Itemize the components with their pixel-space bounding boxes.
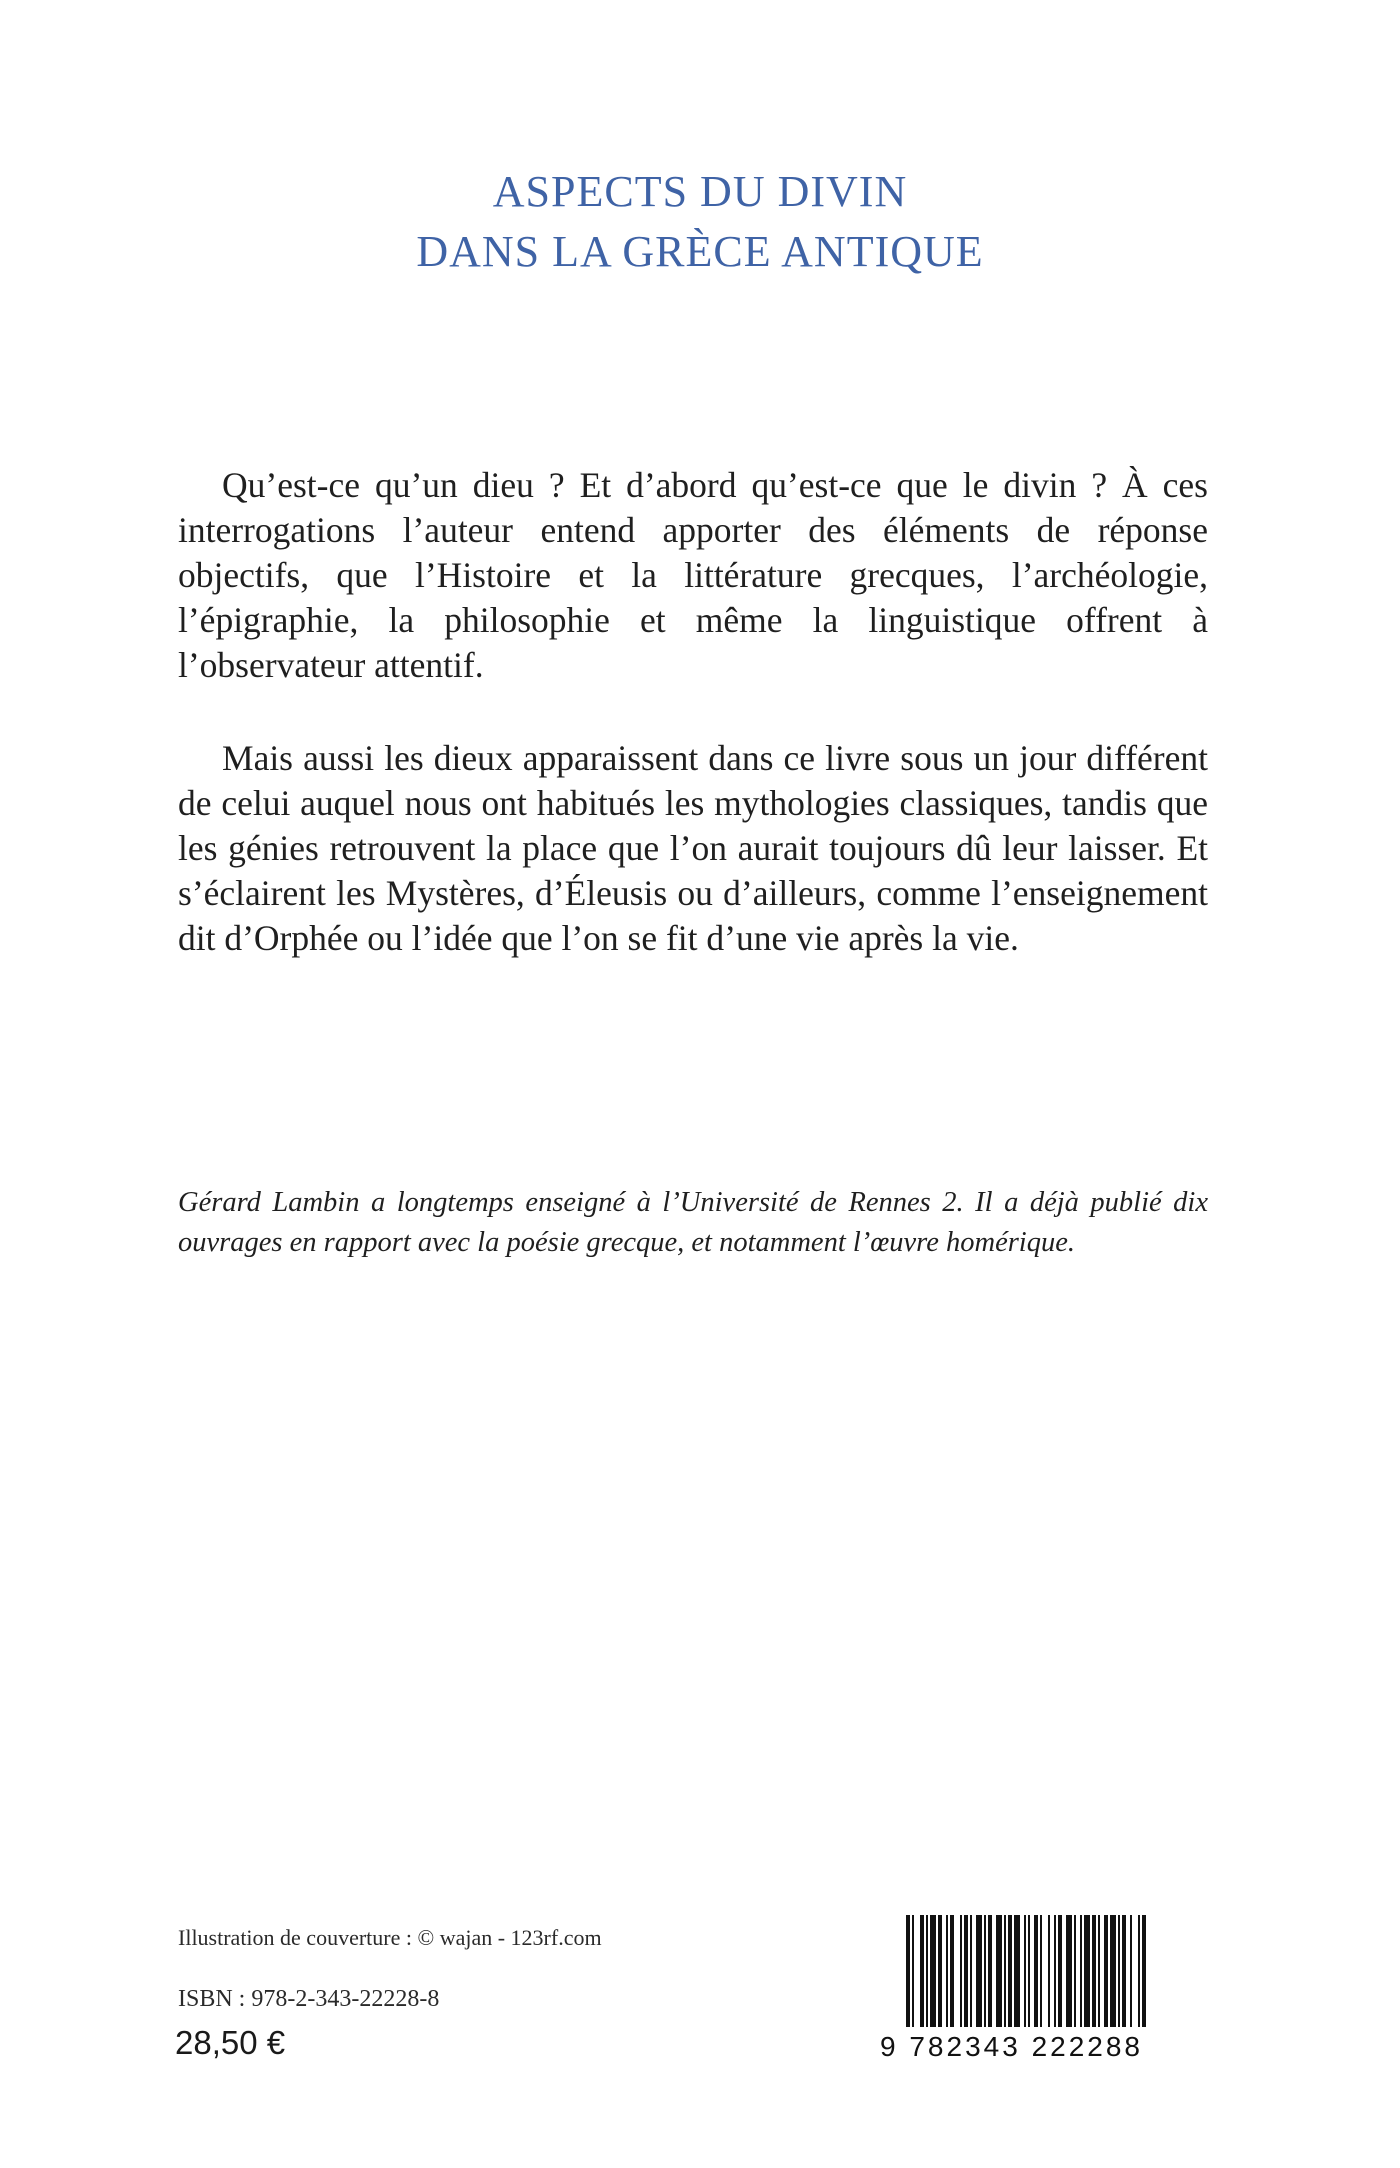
barcode-bar bbox=[976, 1915, 982, 2027]
barcode-bar bbox=[950, 1915, 954, 2027]
blurb-paragraph-1 bbox=[178, 463, 1208, 688]
barcode-bar bbox=[1142, 1915, 1146, 2027]
price: 28,50 € bbox=[175, 2024, 286, 2061]
barcode-bar bbox=[926, 1915, 928, 2027]
barcode-bar bbox=[1110, 1915, 1116, 2027]
barcode-bar bbox=[1066, 1915, 1072, 2027]
barcode-bar bbox=[1104, 1915, 1108, 2027]
barcode-bar bbox=[912, 1915, 914, 2027]
illustration-credit: Illustration de couverture : © wajan - 123rf.com bbox=[178, 1925, 602, 1950]
barcode-bar bbox=[1122, 1915, 1126, 2027]
barcode-bar bbox=[1014, 1915, 1020, 2027]
barcode-bar bbox=[930, 1915, 936, 2027]
barcode-bar bbox=[1028, 1915, 1030, 2027]
barcode-bars bbox=[880, 1915, 1208, 2033]
barcode-bar bbox=[1130, 1915, 1132, 2027]
barcode-bar bbox=[938, 1915, 942, 2027]
blurb-paragraph-2 bbox=[178, 736, 1208, 961]
barcode-bar bbox=[1098, 1915, 1100, 2027]
barcode-bar bbox=[1040, 1915, 1042, 2027]
barcode-bar bbox=[1058, 1915, 1062, 2027]
barcode-bar bbox=[1074, 1915, 1076, 2027]
barcode-bar bbox=[970, 1915, 972, 2027]
barcode-digits: 9 782343 222288 bbox=[880, 2031, 1143, 2062]
barcode-bar bbox=[1138, 1915, 1140, 2027]
barcode-bar bbox=[920, 1915, 924, 2027]
barcode-bar bbox=[1024, 1915, 1026, 2027]
isbn: ISBN : 978-2-343-22228-8 bbox=[178, 1986, 440, 2012]
barcode-bar bbox=[1118, 1915, 1120, 2027]
author-name: Gérard Lambin bbox=[178, 1187, 360, 1218]
barcode-bar bbox=[1004, 1915, 1006, 2027]
barcode-bar bbox=[1048, 1915, 1050, 2027]
barcode-bar bbox=[996, 1915, 1002, 2027]
barcode-bar bbox=[1092, 1915, 1096, 2027]
book-title bbox=[0, 162, 1400, 282]
barcode-bar bbox=[964, 1915, 968, 2027]
barcode-bar bbox=[906, 1915, 910, 2027]
barcode-bar bbox=[1084, 1915, 1090, 2027]
barcode bbox=[880, 1915, 1208, 2065]
barcode-bar bbox=[946, 1915, 948, 2027]
author-bio bbox=[178, 1183, 1208, 1263]
barcode-bar bbox=[1080, 1915, 1082, 2027]
barcode-bar bbox=[988, 1915, 992, 2027]
barcode-bar bbox=[1008, 1915, 1012, 2027]
title-line-1: ASPECTS DU DIVIN bbox=[492, 167, 908, 216]
barcode-bar bbox=[1034, 1915, 1038, 2027]
barcode-bar bbox=[1054, 1915, 1056, 2027]
author-bio-text: a longtemps enseigné à l’Université de Rennes 2. Il a déjà publié dix ouvrages en rapport avec la poésie grecque, et notamment l’œuvre homérique. bbox=[178, 1187, 1208, 1258]
blurb-paragraph-1-text: Qu’est-ce qu’un dieu ? Et d’abord qu’est-ce que le divin ? À ces interrogations l’auteur entend apporter des éléments de réponse objectifs, que l’Histoire et la littérature grecques, l’archéologie, l’épigraphie, la philosophie et même la linguistique offrent à l’observateur attentif. bbox=[178, 465, 1208, 685]
title-line-2: DANS LA GRÈCE ANTIQUE bbox=[416, 227, 984, 276]
barcode-bar bbox=[984, 1915, 986, 2027]
blurb-paragraph-2-text: Mais aussi les dieux apparaissent dans ce livre sous un jour différent de celui auquel nous ont habitués les mythologies classiques, tandis que les génies retrouvent la place que l’on aurait toujours dû leur laisser. Et s’éclairent les Mystères, d’Éleusis ou d’ailleurs, comme l’enseignement dit d’Orphée ou l’idée que l’on se fit d’une vie après la vie. bbox=[178, 738, 1208, 958]
barcode-bar bbox=[960, 1915, 962, 2027]
